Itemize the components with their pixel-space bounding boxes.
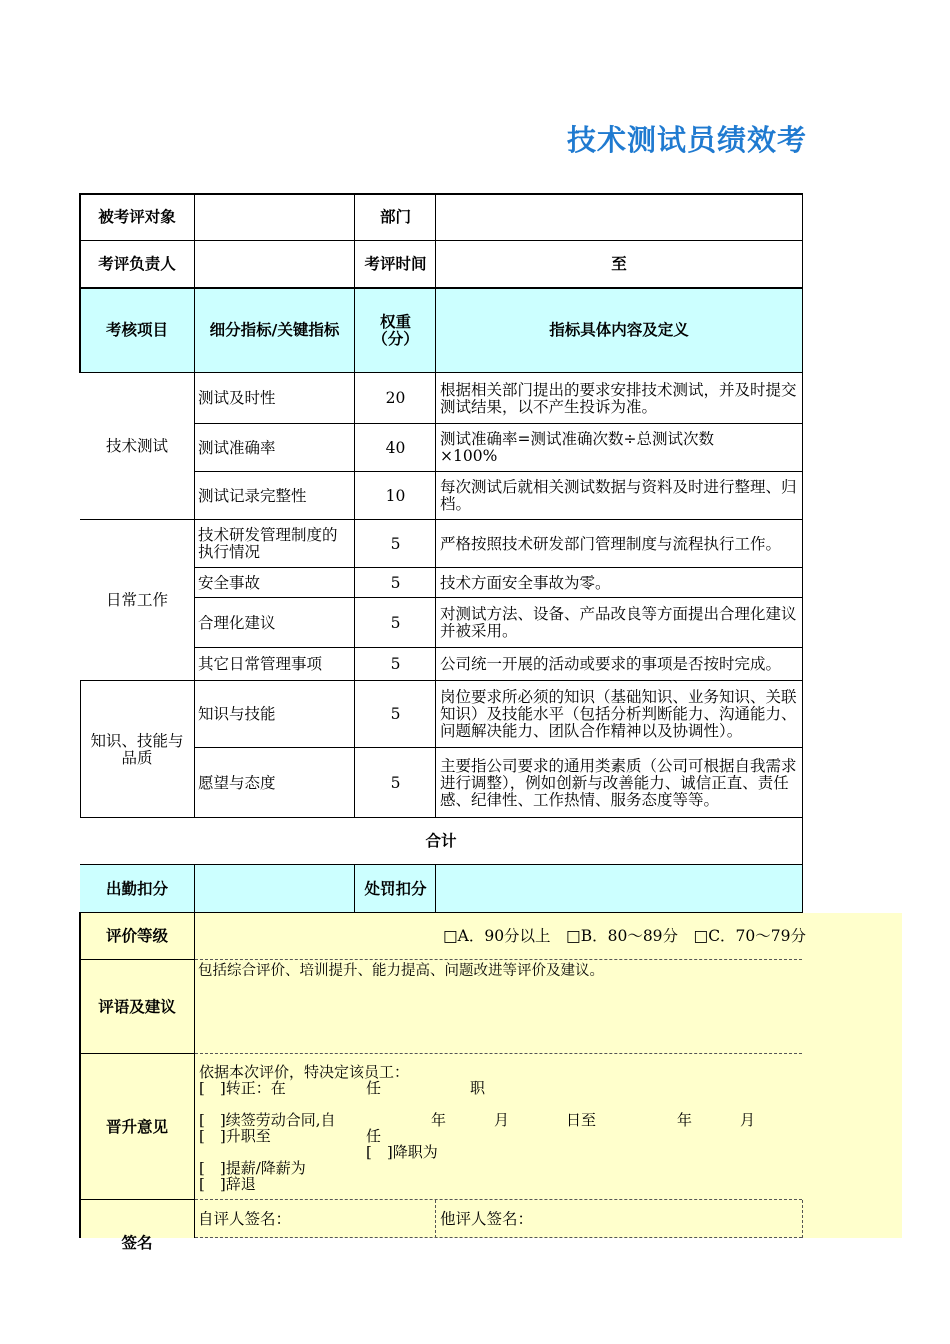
definition-cell: 公司统一开展的活动或要求的事项是否按时完成。 [440, 655, 782, 673]
indicator-cell: 测试记录完整性 [198, 486, 307, 505]
definition-cell: 严格按照技术研发部门管理制度与流程执行工作。 [440, 534, 782, 553]
grid-line [435, 864, 436, 913]
option-promote[interactable]: [ ]升职至 [199, 1127, 271, 1145]
promotion-label: 晋升意见 [105, 1117, 168, 1136]
dashed-line [195, 1053, 802, 1054]
weight-cell: 5 [390, 705, 401, 723]
group-name: 知识、技能与品质 [90, 731, 184, 767]
grid-line [80, 680, 81, 818]
rating-label: 评价等级 [105, 927, 168, 945]
indicator-cell: 技术研发管理制度的执行情况 [198, 526, 338, 561]
confirm-ren: 任 [366, 1079, 382, 1097]
definition-cell: 技术方面安全事故为零。 [440, 573, 611, 592]
indicator-cell: 合理化建议 [198, 613, 276, 632]
comment-hint[interactable]: 包括综合评价、培训提升、能力提高、问题改进等评价及建议。 [198, 963, 604, 979]
confirm-zhi: 职 [470, 1079, 486, 1097]
weight-cell: 40 [385, 438, 406, 457]
grid-line [435, 193, 436, 818]
grid-line [194, 747, 803, 748]
grid-line [80, 519, 803, 520]
option-renew[interactable]: [ ]续签劳动合同,自 [199, 1111, 336, 1129]
grid-line [194, 647, 803, 648]
dashed-line [802, 1200, 803, 1238]
attendance-label: 出勤扣分 [105, 879, 168, 898]
comment-label: 评语及建议 [98, 997, 176, 1016]
dashed-line [195, 1199, 802, 1200]
definition-cell: 根据相关部门提出的要求安排技术测试，并及时提交测试结果，以不产生投诉为准。 [440, 380, 797, 416]
other-signature[interactable]: 他评人签名： [440, 1210, 534, 1228]
indicator-cell: 测试及时性 [198, 389, 276, 407]
grid-line [194, 597, 803, 598]
grid-line [80, 817, 803, 818]
indicator-cell: 愿望与态度 [198, 773, 276, 792]
grid-line [80, 680, 803, 681]
promotion-intro: 依据本次评价，特决定该员工： [199, 1063, 410, 1081]
grid-line [80, 372, 803, 373]
renew-year2: 年 [677, 1111, 693, 1129]
grid-line [194, 471, 803, 472]
definition-cell: 测试准确率=测试准确次数÷总测试次数×100% [440, 430, 714, 465]
grid-line [80, 240, 803, 241]
group-name: 技术测试 [105, 437, 168, 455]
total-label: 合计 [425, 832, 457, 850]
header-project: 考核项目 [105, 321, 168, 339]
option-salary[interactable]: [ ]提薪/降薪为 [199, 1159, 306, 1177]
indicator-cell: 知识与技能 [198, 705, 276, 723]
definition-cell: 每次测试后就相关测试数据与资料及时进行整理、归档。 [440, 478, 797, 513]
definition-cell: 岗位要求所必须的知识（基础知识、业务知识、关联知识）及技能水平（包括分析判断能力、沟通能力、问题解决能力、团队合作精神以及协调性）。 [440, 688, 797, 740]
weight-cell: 20 [385, 389, 406, 407]
grid-line [354, 864, 355, 913]
option-confirm[interactable]: [ ]转正：在 [199, 1079, 286, 1097]
grid-line [80, 959, 195, 960]
group-name: 日常工作 [105, 591, 168, 609]
grid-line [194, 959, 195, 1238]
time-to: 至 [611, 255, 627, 273]
header-weight: 权重（分） [372, 312, 419, 348]
indicator-cell: 其它日常管理事项 [198, 655, 323, 673]
weight-cell: 5 [390, 613, 401, 632]
definition-cell: 对测试方法、设备、产品改良等方面提出合理化建议并被采用。 [440, 605, 797, 640]
grid-line [79, 912, 81, 1238]
renew-month: 月 [494, 1111, 510, 1129]
option-dismiss[interactable]: [ ]辞退 [199, 1175, 256, 1193]
grid-line [354, 193, 355, 818]
header-definition: 指标具体内容及定义 [549, 321, 689, 339]
grid-line [802, 193, 803, 913]
grid-line [80, 1199, 195, 1200]
grid-line [80, 193, 803, 195]
indicator-cell: 安全事故 [198, 573, 261, 592]
grid-line [194, 193, 195, 818]
signature-label: 签名 [121, 1233, 153, 1252]
grid-line [80, 864, 803, 865]
renew-month2: 月 [740, 1111, 756, 1129]
dashed-line [195, 959, 802, 960]
grid-line [194, 864, 195, 960]
indicator-cell: 测试准确率 [198, 438, 276, 457]
definition-cell: 主要指公司要求的通用类素质（公司可根据自我需求进行调整），例如创新与改善能力、诚信正直、责任感、纪律性、工作热情、服务态度等等。 [440, 756, 797, 809]
weight-cell: 10 [385, 486, 406, 505]
grid-line [194, 567, 803, 568]
penalty-label: 处罚扣分 [364, 879, 427, 898]
attendance-value[interactable] [194, 865, 355, 913]
subject-label: 被考评对象 [98, 208, 176, 226]
weight-cell: 5 [390, 655, 401, 673]
promote-ren: 任 [366, 1127, 382, 1145]
rating-options[interactable]: □A．90分以上 □B．80～89分 □C．70～79分 [443, 927, 806, 945]
grid-line [80, 1053, 195, 1054]
weight-cell: 5 [390, 573, 401, 592]
dashed-line [195, 1237, 802, 1238]
self-signature[interactable]: 自评人签名： [198, 1210, 292, 1228]
weight-cell: 5 [390, 773, 401, 792]
grid-line [80, 912, 803, 913]
grid-line [79, 193, 81, 373]
option-demote[interactable]: [ ]降职为 [366, 1143, 438, 1161]
penalty-value[interactable] [436, 865, 802, 913]
time-label: 考评时间 [364, 255, 427, 273]
dept-label: 部门 [379, 208, 411, 226]
subject-value[interactable] [194, 194, 355, 241]
dashed-line [435, 1200, 436, 1238]
owner-value[interactable] [194, 241, 355, 288]
page-title: 技术测试员绩效考 [567, 123, 807, 157]
dept-value[interactable] [436, 194, 802, 241]
weight-cell: 5 [390, 534, 401, 553]
header-indicator: 细分指标/关键指标 [209, 321, 340, 339]
owner-label: 考评负责人 [98, 255, 176, 273]
renew-year: 年 [431, 1111, 447, 1129]
grid-line [194, 423, 803, 424]
renew-dayto: 日至 [566, 1111, 597, 1129]
grid-line [80, 287, 803, 289]
